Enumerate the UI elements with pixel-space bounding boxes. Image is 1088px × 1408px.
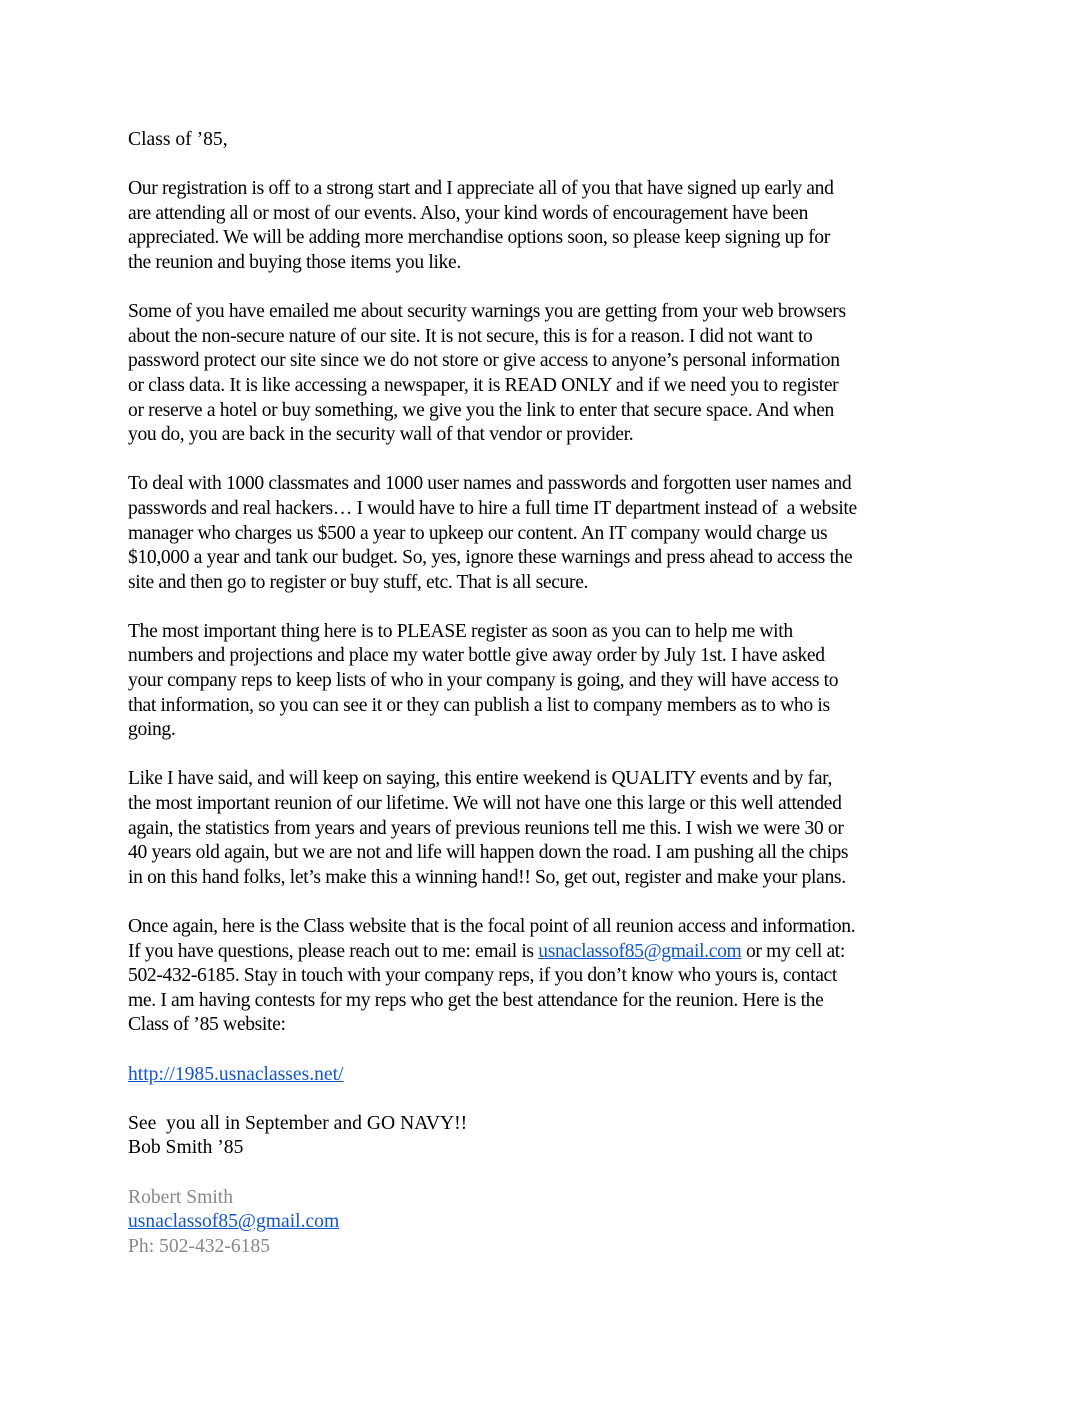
paragraph-line: password protect our site since we do not store or give access to anyone’s personal information	[128, 350, 840, 372]
email-link[interactable]: usnaclassof85@gmail.com	[538, 940, 742, 962]
paragraph-line: or reserve a hotel or buy something, we give you the link to enter that secure space. And when	[128, 399, 834, 421]
signature-phone: Ph: 502-432-6185	[128, 1235, 271, 1257]
closing-signoff: Bob Smith ’85	[128, 1137, 244, 1159]
closing	[128, 1112, 978, 1161]
paragraph-line: 502-432-6185. Stay in touch with your company reps, if you don’t know who yours is, contact	[128, 965, 837, 987]
paragraph-line: The most important thing here is to PLEASE register as soon as you can to help me with	[128, 620, 793, 642]
signature-name: Robert Smith	[128, 1186, 234, 1208]
paragraph-line: Once again, here is the Class website that is the focal point of all reunion access and information.	[128, 916, 856, 937]
paragraph-register-request	[128, 620, 978, 743]
paragraph-line: again, the statistics from years and years of previous reunions tell me this. I wish we were 30 or	[128, 817, 844, 839]
paragraph-line: the reunion and buying those items you like.	[128, 251, 461, 273]
paragraph-line: me. I am having contests for my reps who get the best attendance for the reunion. Here is the	[128, 989, 824, 1011]
paragraph-line: passwords and real hackers… I would have to hire a full time IT department instead of a website	[128, 497, 857, 519]
paragraph-line: Some of you have emailed me about security warnings you are getting from your web browsers	[128, 301, 846, 323]
paragraph-line: your company reps to keep lists of who in your company is going, and they will have access to	[128, 670, 839, 692]
paragraph-line: $10,000 a year and tank our budget. So, yes, ignore these warnings and press ahead to access the	[128, 547, 853, 569]
paragraph-line: that information, so you can see it or they can publish a list to company members as to who is	[128, 694, 830, 716]
signature-email-line	[128, 1210, 978, 1235]
paragraph-line: about the non-secure nature of our site. It is not secure, this is for a reason. I did not want to	[128, 325, 813, 347]
paragraph-line: in on this hand folks, let’s make this a winning hand!! So, get out, register and make your plans.	[128, 866, 846, 888]
paragraph-quality-events	[128, 767, 978, 890]
paragraph-line: appreciated. We will be adding more merchandise options soon, so please keep signing up for	[128, 227, 830, 249]
paragraph-line: are attending all or most of our events. Also, your kind words of encouragement have been	[128, 202, 809, 224]
paragraph-line: going.	[128, 719, 176, 741]
paragraph-line: To deal with 1000 classmates and 1000 user names and passwords and forgotten user names and	[128, 473, 852, 495]
paragraph-line: Class of ’85 website:	[128, 1014, 286, 1036]
paragraph-line: Like I have said, and will keep on saying, this entire weekend is QUALITY events and by far,	[128, 768, 833, 790]
paragraph-line: manager who charges us $500 a year to upkeep our content. An IT company would charge us	[128, 522, 828, 544]
signature-block	[128, 1186, 978, 1260]
paragraph-line: 40 years old again, but we are not and life will happen down the road. I am pushing all the chips	[128, 842, 849, 864]
website-link[interactable]: http://1985.usnaclasses.net/	[128, 1063, 344, 1085]
paragraph-registration	[128, 177, 978, 275]
website-line	[128, 1063, 978, 1088]
paragraph-line: the most important reunion of our lifetime. We will not have one this large or this well attended	[128, 793, 842, 815]
paragraph-line: site and then go to register or buy stuff, etc. That is all secure.	[128, 571, 589, 593]
salutation: Class of ’85,	[128, 129, 228, 150]
paragraph-budget	[128, 472, 978, 595]
contact-text: or my cell at:	[741, 940, 845, 962]
contact-text: If you have questions, please reach out to me: email is	[128, 940, 539, 962]
paragraph-line: Our registration is off to a strong start and I appreciate all of you that have signed up early and	[128, 178, 834, 200]
paragraph-contact	[128, 915, 978, 1038]
letter-page	[128, 128, 978, 1259]
paragraph-line: or class data. It is like accessing a newspaper, it is READ ONLY and if we need you to register	[128, 374, 839, 396]
paragraph-line: you do, you are back in the security wall of that vendor or provider.	[128, 424, 634, 446]
closing-line: See you all in September and GO NAVY!!	[128, 1112, 468, 1134]
paragraph-security	[128, 300, 978, 448]
paragraph-line	[128, 940, 978, 965]
paragraph-line: numbers and projections and place my water bottle give away order by July 1st. I have asked	[128, 645, 825, 667]
signature-email-link[interactable]: usnaclassof85@gmail.com	[128, 1211, 340, 1233]
